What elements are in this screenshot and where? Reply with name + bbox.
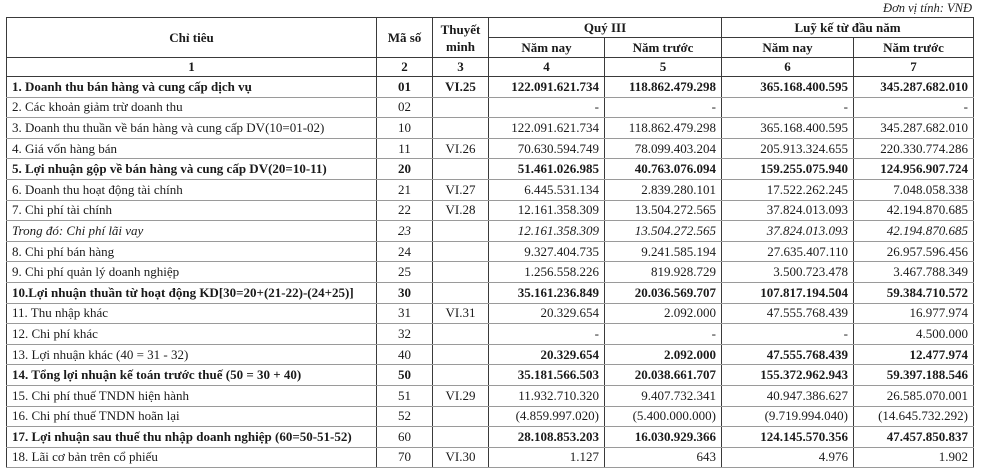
row-indicator: 10.Lợi nhuận thuần từ hoạt động KD[30=20+(21-22)-(24+25)] (7, 282, 377, 303)
header-note-text: Thuyết minh (440, 21, 481, 54)
row-note (433, 282, 489, 303)
table-row (7, 365, 974, 386)
table-row (7, 303, 974, 324)
row-ytd-last-year: (14.645.732.292) (854, 406, 974, 427)
unit-label: Đơn vị tính: VNĐ (883, 1, 972, 15)
table-row (7, 241, 974, 262)
row-ytd-last-year: 26.585.070.001 (854, 385, 974, 406)
row-indicator: 16. Chi phí thuế TNDN hoãn lại (7, 406, 377, 427)
row-quarter-this-year: 1.127 (489, 447, 605, 468)
row-indicator: 1. Doanh thu bán hàng và cung cấp dịch vụ (7, 77, 377, 98)
row-ytd-last-year: 42.194.870.685 (854, 221, 974, 242)
row-quarter-last-year: 20.038.661.707 (605, 365, 722, 386)
row-code: 10 (377, 118, 433, 139)
row-note (433, 427, 489, 448)
row-code: 70 (377, 447, 433, 468)
row-indicator: 4. Giá vốn hàng bán (7, 138, 377, 159)
row-indicator: 18. Lãi cơ bản trên cổ phiếu (7, 447, 377, 468)
row-quarter-this-year: 70.630.594.749 (489, 138, 605, 159)
row-ytd-this-year: 107.817.194.504 (722, 282, 854, 303)
row-quarter-this-year: - (489, 97, 605, 118)
row-ytd-this-year: 17.522.262.245 (722, 179, 854, 200)
table-row (7, 221, 974, 242)
row-ytd-last-year: 345.287.682.010 (854, 118, 974, 139)
row-quarter-last-year: - (605, 324, 722, 345)
table-row (7, 406, 974, 427)
row-quarter-last-year: - (605, 97, 722, 118)
income-statement-table (6, 17, 974, 468)
table-row (7, 344, 974, 365)
row-note: VI.31 (433, 303, 489, 324)
row-quarter-this-year: (4.859.997.020) (489, 406, 605, 427)
row-indicator: 15. Chi phí thuế TNDN hiện hành (7, 385, 377, 406)
row-ytd-this-year: 37.824.013.093 (722, 221, 854, 242)
row-code: 60 (377, 427, 433, 448)
row-note (433, 221, 489, 242)
row-indicator: 2. Các khoản giảm trừ doanh thu (7, 97, 377, 118)
column-index: 6 (722, 58, 854, 77)
row-indicator: 12. Chi phí khác (7, 324, 377, 345)
row-note: VI.29 (433, 385, 489, 406)
row-quarter-this-year: 28.108.853.203 (489, 427, 605, 448)
row-note: VI.26 (433, 138, 489, 159)
row-ytd-last-year: 4.500.000 (854, 324, 974, 345)
row-note: VI.30 (433, 447, 489, 468)
row-quarter-last-year: 819.928.729 (605, 262, 722, 283)
header-indicator: Chỉ tiêu (7, 18, 377, 58)
row-code: 24 (377, 241, 433, 262)
row-ytd-last-year: 47.457.850.837 (854, 427, 974, 448)
row-ytd-last-year: 59.397.188.546 (854, 365, 974, 386)
row-ytd-this-year: 205.913.324.655 (722, 138, 854, 159)
table-row (7, 282, 974, 303)
row-ytd-last-year: 16.977.974 (854, 303, 974, 324)
row-indicator: 5. Lợi nhuận gộp về bán hàng và cung cấp DV(20=10-11) (7, 159, 377, 180)
row-ytd-last-year: 3.467.788.349 (854, 262, 974, 283)
row-note: VI.27 (433, 179, 489, 200)
row-note: VI.25 (433, 77, 489, 98)
row-note (433, 324, 489, 345)
row-quarter-last-year: 118.862.479.298 (605, 77, 722, 98)
column-index: 7 (854, 58, 974, 77)
row-quarter-this-year: 122.091.621.734 (489, 118, 605, 139)
header-code: Mã số (377, 18, 433, 58)
header-note (433, 18, 489, 58)
row-code: 22 (377, 200, 433, 221)
row-quarter-last-year: 78.099.403.204 (605, 138, 722, 159)
table-row (7, 179, 974, 200)
row-code: 51 (377, 385, 433, 406)
row-ytd-this-year: 40.947.386.627 (722, 385, 854, 406)
row-ytd-last-year: 7.048.058.338 (854, 179, 974, 200)
row-ytd-last-year: 1.902 (854, 447, 974, 468)
row-quarter-last-year: 2.092.000 (605, 303, 722, 324)
row-quarter-last-year: 20.036.569.707 (605, 282, 722, 303)
row-ytd-last-year: 42.194.870.685 (854, 200, 974, 221)
row-code: 52 (377, 406, 433, 427)
table-row (7, 97, 974, 118)
header-ytd: Luỹ kế từ đầu năm (722, 18, 974, 38)
row-code: 31 (377, 303, 433, 324)
table-row (7, 77, 974, 98)
column-index: 1 (7, 58, 377, 77)
row-quarter-this-year: 20.329.654 (489, 344, 605, 365)
row-ytd-last-year: 12.477.974 (854, 344, 974, 365)
row-code: 11 (377, 138, 433, 159)
row-indicator: 6. Doanh thu hoạt động tài chính (7, 179, 377, 200)
column-index: 4 (489, 58, 605, 77)
row-ytd-last-year: 26.957.596.456 (854, 241, 974, 262)
row-quarter-last-year: 16.030.929.366 (605, 427, 722, 448)
row-quarter-last-year: 40.763.076.094 (605, 159, 722, 180)
row-ytd-this-year: 27.635.407.110 (722, 241, 854, 262)
table-row (7, 385, 974, 406)
row-indicator: 17. Lợi nhuận sau thuế thu nhập doanh nghiệp (60=50-51-52) (7, 427, 377, 448)
row-quarter-this-year: 11.932.710.320 (489, 385, 605, 406)
row-code: 25 (377, 262, 433, 283)
row-code: 32 (377, 324, 433, 345)
row-ytd-this-year: 365.168.400.595 (722, 118, 854, 139)
header-quarter-this-year: Năm nay (489, 38, 605, 58)
row-indicator: 8. Chi phí bán hàng (7, 241, 377, 262)
row-ytd-last-year: 59.384.710.572 (854, 282, 974, 303)
row-quarter-this-year: 12.161.358.309 (489, 200, 605, 221)
row-ytd-this-year: 4.976 (722, 447, 854, 468)
row-quarter-last-year: 2.839.280.101 (605, 179, 722, 200)
row-quarter-this-year: 6.445.531.134 (489, 179, 605, 200)
row-note: VI.28 (433, 200, 489, 221)
row-quarter-this-year: 35.161.236.849 (489, 282, 605, 303)
row-ytd-this-year: 159.255.075.940 (722, 159, 854, 180)
header-row-1 (7, 18, 974, 38)
row-indicator: 9. Chi phí quản lý doanh nghiệp (7, 262, 377, 283)
row-ytd-last-year: - (854, 97, 974, 118)
row-note (433, 118, 489, 139)
row-code: 30 (377, 282, 433, 303)
table-row (7, 324, 974, 345)
row-ytd-last-year: 345.287.682.010 (854, 77, 974, 98)
row-code: 02 (377, 97, 433, 118)
row-ytd-this-year: - (722, 97, 854, 118)
row-note (433, 344, 489, 365)
row-quarter-last-year: 9.407.732.341 (605, 385, 722, 406)
row-code: 21 (377, 179, 433, 200)
row-quarter-this-year: 12.161.358.309 (489, 221, 605, 242)
header-quarter-last-year: Năm trước (605, 38, 722, 58)
row-quarter-this-year: 122.091.621.734 (489, 77, 605, 98)
row-quarter-last-year: 643 (605, 447, 722, 468)
row-code: 40 (377, 344, 433, 365)
row-note (433, 262, 489, 283)
row-quarter-last-year: 118.862.479.298 (605, 118, 722, 139)
row-quarter-this-year: 1.256.558.226 (489, 262, 605, 283)
row-code: 23 (377, 221, 433, 242)
row-quarter-last-year: 9.241.585.194 (605, 241, 722, 262)
row-quarter-last-year: 2.092.000 (605, 344, 722, 365)
row-indicator: 11. Thu nhập khác (7, 303, 377, 324)
row-code: 20 (377, 159, 433, 180)
row-ytd-this-year: 3.500.723.478 (722, 262, 854, 283)
row-quarter-this-year: 35.181.566.503 (489, 365, 605, 386)
row-note (433, 159, 489, 180)
row-ytd-this-year: 47.555.768.439 (722, 303, 854, 324)
row-ytd-this-year: 155.372.962.943 (722, 365, 854, 386)
table-row (7, 262, 974, 283)
row-quarter-last-year: (5.400.000.000) (605, 406, 722, 427)
column-index: 3 (433, 58, 489, 77)
row-quarter-this-year: 9.327.404.735 (489, 241, 605, 262)
row-ytd-last-year: 220.330.774.286 (854, 138, 974, 159)
row-ytd-this-year: 37.824.013.093 (722, 200, 854, 221)
table-row (7, 118, 974, 139)
column-index: 5 (605, 58, 722, 77)
row-indicator: Trong đó: Chi phí lãi vay (7, 221, 377, 242)
row-ytd-last-year: 124.956.907.724 (854, 159, 974, 180)
row-indicator: 13. Lợi nhuận khác (40 = 31 - 32) (7, 344, 377, 365)
table-row (7, 427, 974, 448)
row-indicator: 3. Doanh thu thuần về bán hàng và cung cấp DV(10=01-02) (7, 118, 377, 139)
row-quarter-last-year: 13.504.272.565 (605, 200, 722, 221)
row-quarter-this-year: 51.461.026.985 (489, 159, 605, 180)
row-code: 01 (377, 77, 433, 98)
row-note (433, 365, 489, 386)
row-quarter-last-year: 13.504.272.565 (605, 221, 722, 242)
table-row (7, 200, 974, 221)
header-ytd-last-year: Năm trước (854, 38, 974, 58)
row-ytd-this-year: 365.168.400.595 (722, 77, 854, 98)
row-note (433, 406, 489, 427)
column-index: 2 (377, 58, 433, 77)
row-ytd-this-year: 124.145.570.356 (722, 427, 854, 448)
table-row (7, 159, 974, 180)
row-note (433, 241, 489, 262)
row-code: 50 (377, 365, 433, 386)
row-ytd-this-year: 47.555.768.439 (722, 344, 854, 365)
header-quarter: Quý III (489, 18, 722, 38)
header-ytd-this-year: Năm nay (722, 38, 854, 58)
column-index-row (7, 58, 974, 77)
row-note (433, 97, 489, 118)
row-quarter-this-year: 20.329.654 (489, 303, 605, 324)
row-quarter-this-year: - (489, 324, 605, 345)
table-row (7, 138, 974, 159)
row-ytd-this-year: (9.719.994.040) (722, 406, 854, 427)
table-row (7, 447, 974, 468)
row-indicator: 14. Tổng lợi nhuận kế toán trước thuế (50 = 30 + 40) (7, 365, 377, 386)
row-ytd-this-year: - (722, 324, 854, 345)
row-indicator: 7. Chi phí tài chính (7, 200, 377, 221)
